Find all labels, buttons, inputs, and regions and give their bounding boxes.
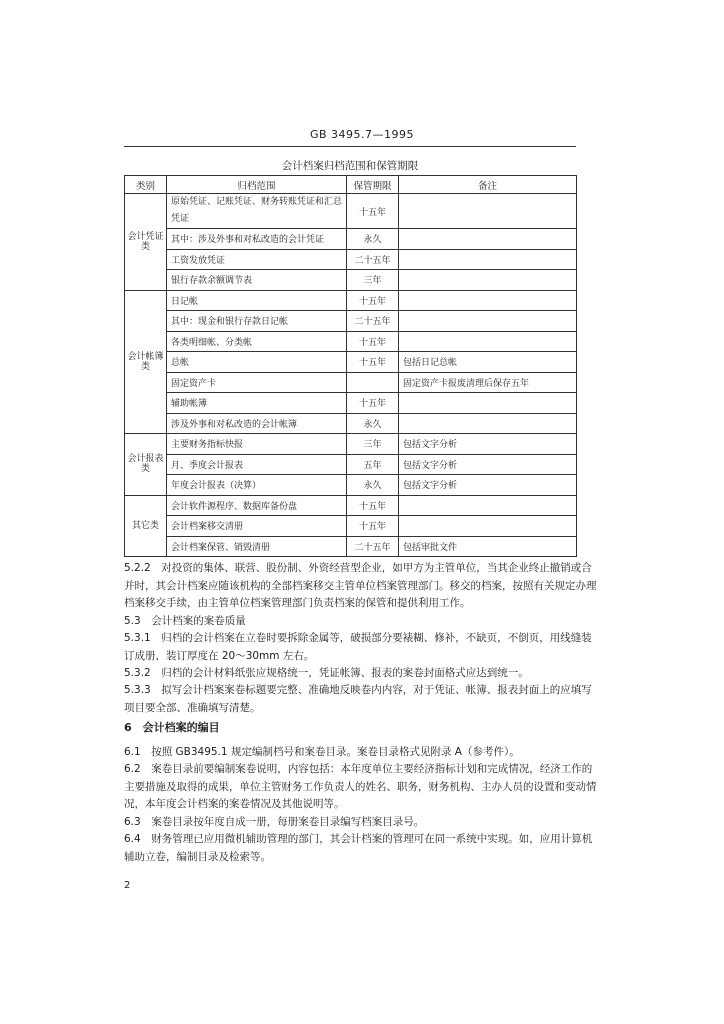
period-cell: 永久	[347, 229, 399, 250]
scope-cell: 会计软件源程序、数据库备份盘	[167, 495, 347, 516]
table-row	[125, 290, 577, 311]
scope-cell: 其中：现金和银行存款日记帐	[167, 311, 347, 332]
header-category: 类别	[125, 176, 167, 194]
category-cell: 会计凭证类	[125, 194, 167, 291]
note-cell: 包括文字分析	[399, 475, 577, 496]
scope-cell: 日记帐	[167, 290, 347, 311]
scope-cell: 会计档案移交清册	[167, 516, 347, 537]
header-rule	[124, 146, 576, 147]
table-row	[125, 393, 577, 414]
table-header-row	[125, 176, 577, 194]
scope-cell: 原始凭证、记账凭证、财务转账凭证和汇总凭证	[167, 194, 347, 229]
table-row	[125, 454, 577, 475]
period-cell: 十五年	[347, 331, 399, 352]
note-cell: 固定资产卡报废清理后保存五年	[399, 372, 577, 393]
paragraph: 5.3.3 拟写会计档案案卷标题要完整、准确地反映卷内内容，对于凭证、帐簿、报表封面上的应填写项目要全部、准确填写清楚。	[124, 684, 592, 714]
page-number: 2	[124, 880, 131, 891]
archive-table	[124, 175, 577, 557]
scope-cell: 银行存款余额调节表	[167, 270, 347, 291]
table-row	[125, 413, 577, 434]
note-cell	[399, 516, 577, 537]
table-row	[125, 331, 577, 352]
standard-number: GB 3495.7—1995	[309, 128, 415, 141]
note-cell	[399, 393, 577, 414]
note-cell	[399, 495, 577, 516]
paragraph: 6.2 案卷目录前要编制案卷说明，内容包括：本年度单位主要经济指标计划和完成情况，经济工作的主要措施及取得的成果，单位主管财务工作负责人的姓名、职务，财务机构、主办人员的设置和变动情况，本年度会计档案的案卷情况及其他说明等。	[124, 763, 597, 810]
note-cell: 包括审批文件	[399, 536, 577, 557]
scope-cell: 会计档案保管、销毁清册	[167, 536, 347, 557]
scope-cell: 总帐	[167, 352, 347, 373]
note-cell	[399, 290, 577, 311]
category-cell: 会计报表类	[125, 434, 167, 496]
table-row	[125, 475, 577, 496]
scope-cell: 各类明细帐、分类帐	[167, 331, 347, 352]
scope-cell: 固定资产卡	[167, 372, 347, 393]
table-row	[125, 229, 577, 250]
note-cell: 包括文字分析	[399, 454, 577, 475]
table-row	[125, 495, 577, 516]
paragraph: 6.3 案卷目录按年度自成一册，每册案卷目录编写档案目录号。	[124, 816, 425, 828]
period-cell	[347, 372, 399, 393]
period-cell: 三年	[347, 434, 399, 455]
period-cell: 永久	[347, 475, 399, 496]
table-row	[125, 516, 577, 537]
paragraph: 5.2.2 对投资的集体、联营、股份制、外资经营型企业，如甲方为主管单位，当其企业终止撤销或合并时，其会计档案应随该机构的全部档案移交主管单位档案管理部门。移交的档案，按照有关规定办理档案移交手续，由主管单位档案管理部门负责档案的保管和提供利用工作。	[124, 562, 597, 609]
table-caption: 会计档案归档范围和保管期限	[281, 160, 419, 172]
section-heading: 6 会计档案的编目	[124, 721, 220, 734]
period-cell: 十五年	[347, 352, 399, 373]
table-row	[125, 536, 577, 557]
note-cell	[399, 194, 577, 229]
scope-cell: 其中：涉及外事和对私改造的会计凭证	[167, 229, 347, 250]
period-cell: 二十五年	[347, 536, 399, 557]
scope-cell: 年度会计报表（决算）	[167, 475, 347, 496]
paragraph: 6.1 按照 GB3495.1 规定编制档号和案卷目录。案卷目录格式见附录 A（参考件）。	[124, 746, 520, 758]
scope-cell: 主要财务指标快报	[167, 434, 347, 455]
note-cell: 包括文字分析	[399, 434, 577, 455]
category-cell: 其它类	[125, 495, 167, 557]
note-cell: 包括日记总帐	[399, 352, 577, 373]
period-cell: 二十五年	[347, 311, 399, 332]
table-row	[125, 194, 577, 229]
paragraph: 6.4 财务管理已应用微机辅助管理的部门，其会计档案的管理可在同一系统中实现。如，应用计算机辅助立卷，编制目录及检索等。	[124, 833, 593, 863]
header-scope: 归档范围	[167, 176, 347, 194]
period-cell: 十五年	[347, 495, 399, 516]
scope-cell: 工资发放凭证	[167, 249, 347, 270]
header-period: 保管期限	[347, 176, 399, 194]
paragraph: 5.3.1 归档的会计档案在立卷时要拆除金属等，破损部分要裱糊、修补，不缺页，不倒页，用线缝装订成册，装订厚度在 20～30mm 左右。	[124, 632, 592, 662]
table-row	[125, 270, 577, 291]
paragraph: 5.3.2 归档的会计材料纸张应规格统一，凭证帐簿、报表的案卷封面格式应达到统一。	[124, 667, 529, 679]
table-row	[125, 352, 577, 373]
period-cell: 十五年	[347, 194, 399, 229]
note-cell	[399, 249, 577, 270]
note-cell	[399, 331, 577, 352]
note-cell	[399, 270, 577, 291]
note-cell	[399, 413, 577, 434]
scope-cell: 辅助帐簿	[167, 393, 347, 414]
period-cell: 十五年	[347, 393, 399, 414]
table-row	[125, 249, 577, 270]
period-cell: 永久	[347, 413, 399, 434]
table-row	[125, 434, 577, 455]
note-cell	[399, 229, 577, 250]
period-cell: 二十五年	[347, 249, 399, 270]
table-row	[125, 311, 577, 332]
table-row	[125, 372, 577, 393]
scope-cell: 涉及外事和对私改造的会计帐簿	[167, 413, 347, 434]
note-cell	[399, 311, 577, 332]
header-note: 备注	[399, 176, 577, 194]
period-cell: 三年	[347, 270, 399, 291]
period-cell: 十五年	[347, 516, 399, 537]
period-cell: 五年	[347, 454, 399, 475]
period-cell: 十五年	[347, 290, 399, 311]
paragraph: 5.3 会计档案的案卷质量	[124, 615, 246, 627]
category-cell: 会计帐簿类	[125, 290, 167, 434]
scope-cell: 月、季度会计报表	[167, 454, 347, 475]
